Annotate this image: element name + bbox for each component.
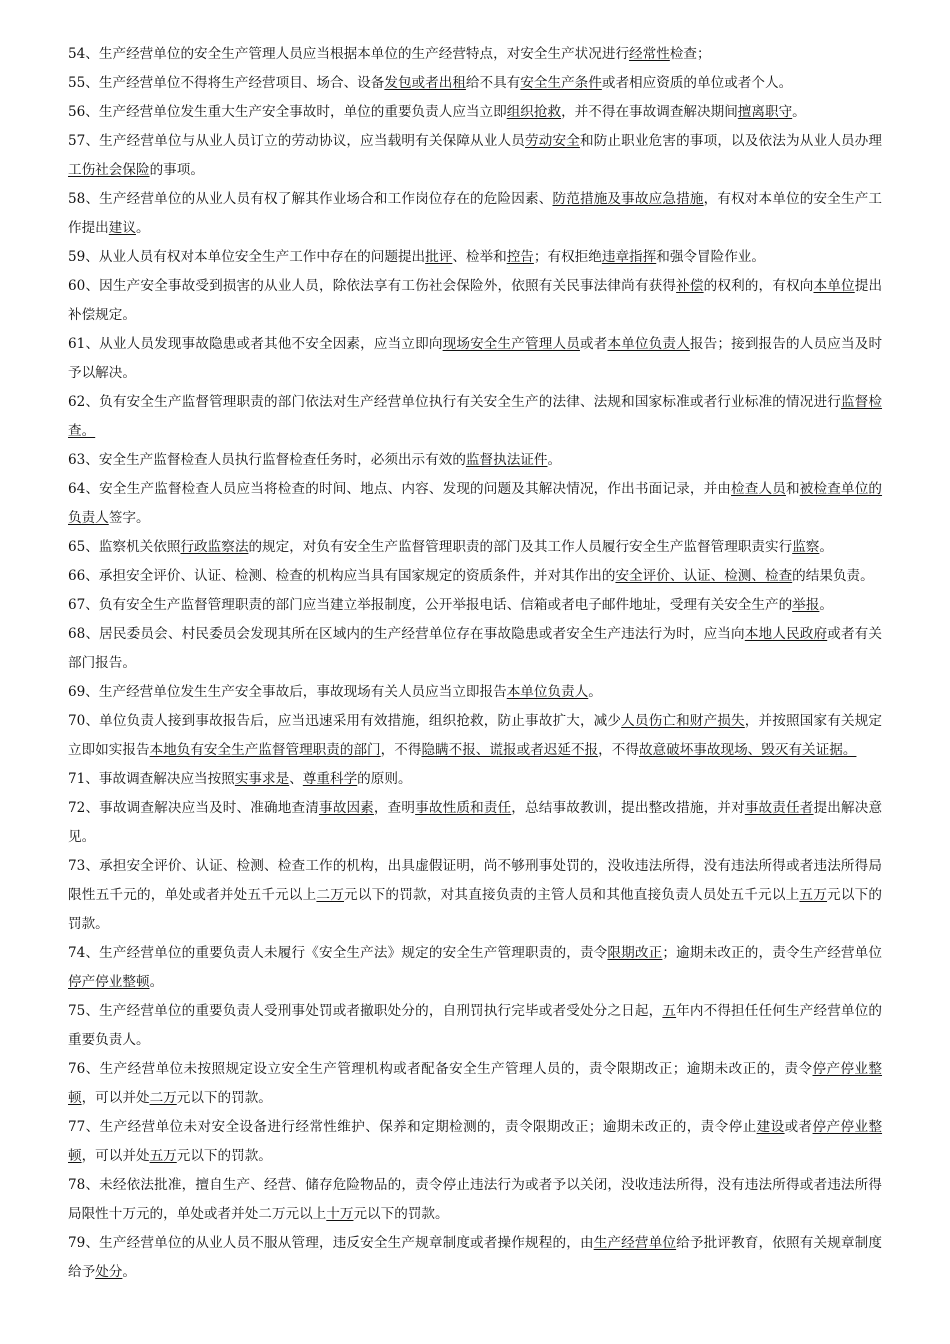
underlined-answer: 停产停业整顿 — [68, 974, 150, 990]
underlined-answer: 监督检查。 — [68, 394, 883, 439]
underlined-answer: 事故性质和责任 — [415, 800, 512, 816]
text-segment: ，查明 — [373, 800, 416, 816]
text-segment: ；有权拒绝 — [533, 249, 602, 265]
underlined-answer: 检查人员 — [731, 481, 786, 497]
underlined-answer: 生产经营单位 — [593, 1235, 677, 1251]
list-item — [68, 765, 882, 794]
text-segment: ，不得 — [598, 742, 639, 758]
underlined-answer: 本单位负责人 — [506, 684, 589, 700]
underlined-answer: 十万 — [326, 1206, 354, 1222]
text-segment: 元以下的罚款。 — [176, 1148, 272, 1164]
text-segment: 年内不得担任任何生产经营单位的重要负责人。 — [68, 1003, 883, 1048]
underlined-answer: 本地负有安全生产监督管理职责的部门 — [149, 742, 381, 758]
underlined-answer: 安全生产条件 — [520, 75, 602, 91]
text-segment: 68、居民委员会、村民委员会发现其所在区域内的生产经营单位存在事故隐患或者安全生产违法行为时，应当向 — [68, 626, 745, 642]
text-segment: 和防止职业危害的事项，以及依法为从业人员办理 — [579, 133, 883, 149]
text-segment: 55、生产经营单位不得将生产经营项目、场合、设备 — [68, 75, 385, 91]
underlined-answer: 二万 — [316, 887, 345, 903]
text-segment: 元以下的罚款。 — [68, 887, 883, 932]
text-segment: 54、生产经营单位的安全生产管理人员应当根据本单位的生产经营特点，对安全生产状况进行 — [68, 46, 630, 62]
list-item — [68, 1171, 882, 1229]
underlined-answer: 防范措施及事故应急措施 — [552, 191, 704, 207]
underlined-answer: 五 — [662, 1003, 677, 1019]
text-segment: 。 — [792, 104, 806, 120]
text-segment: 或者 — [784, 1119, 813, 1135]
underlined-answer: 五万 — [799, 887, 828, 903]
underlined-answer: 批评 — [425, 249, 453, 265]
text-segment: 。 — [135, 220, 150, 236]
text-segment: 60、因生产安全事故受到损害的从业人员，除依法享有工伤社会保险外，依照有关民事法律尚有获得 — [68, 278, 677, 294]
list-item — [68, 243, 882, 272]
text-segment: ，可以并处 — [81, 1090, 150, 1106]
text-segment: 、检举和 — [452, 249, 507, 265]
list-item — [68, 852, 882, 939]
text-segment: 。 — [149, 974, 164, 990]
text-segment: 。 — [122, 1264, 136, 1280]
underlined-answer: 建设 — [756, 1119, 785, 1135]
list-item — [68, 272, 882, 330]
text-segment: 66、承担安全评价、认证、检测、检查的机构应当具有国家规定的资质条件，并对其作出的 — [68, 568, 616, 584]
underlined-answer: 本地人民政府 — [744, 626, 828, 642]
text-segment: ，有权对本单位的安全生产工作提出 — [68, 191, 883, 236]
underlined-answer: 停产停业整顿 — [68, 1061, 883, 1106]
list-item — [68, 591, 882, 620]
list-item — [68, 997, 882, 1055]
text-segment: 元以下的罚款。 — [176, 1090, 272, 1106]
text-segment: 62、负有安全生产监督管理职责的部门依法对生产经营单位执行有关安全生产的法律、法规和国家标准或者行业标准的情况进行 — [68, 394, 841, 410]
text-segment: 的事项。 — [149, 162, 204, 178]
underlined-answer: 控告 — [506, 249, 534, 265]
list-item — [68, 620, 882, 678]
underlined-answer: 监察 — [792, 539, 820, 555]
text-segment: 检查； — [669, 46, 711, 62]
underlined-answer: 本单位 — [813, 278, 855, 294]
list-item — [68, 562, 882, 591]
text-segment: 69、生产经营单位发生生产安全事故后，事故现场有关人员应当立即报告 — [68, 684, 507, 700]
list-item — [68, 678, 882, 707]
underlined-answer: 举报 — [792, 597, 820, 613]
text-segment: ，总结事故教训，提出整改措施，并对 — [511, 800, 745, 816]
list-item — [68, 533, 882, 562]
text-segment: 77、生产经营单位未对安全设备进行经常性维护、保养和定期检测的，责令限期改正；逾期未改正的，责令停止 — [68, 1119, 757, 1135]
underlined-answer: 违章指挥 — [601, 249, 657, 265]
underlined-answer: 本单位负责人 — [607, 336, 690, 352]
text-segment: 。 — [819, 597, 833, 613]
list-item — [68, 1055, 882, 1113]
text-segment: 报告；接到报告的人员应当及时予以解决。 — [68, 336, 883, 381]
list-item — [68, 69, 882, 98]
text-segment: ，并不得在事故调查解决期间 — [561, 104, 738, 120]
underlined-answer: 停产停业整顿 — [68, 1119, 883, 1164]
text-segment: 72、事故调查解决应当及时、准确地查清 — [68, 800, 319, 816]
text-segment: 71、事故调查解决应当按照 — [68, 771, 235, 787]
underlined-answer: 行政监察法 — [180, 539, 249, 555]
text-segment: 、 — [289, 771, 303, 787]
list-item — [68, 939, 882, 997]
text-segment: 61、从业人员发现事故隐患或者其他不安全因素，应当立即向 — [68, 336, 443, 352]
list-item — [68, 388, 882, 446]
list-item — [68, 185, 882, 243]
text-segment: 79、生产经营单位的从业人员不服从管理，违反安全生产规章制度或者操作规程的，由 — [68, 1235, 594, 1251]
text-segment: 70、单位负责人接到事故报告后，应当迅速采用有效措施，组织抢救，防止事故扩大，减少 — [68, 713, 622, 729]
underlined-answer: 现场安全生产管理人员 — [442, 336, 580, 352]
text-segment: ；逾期未改正的，责令生产经营单位 — [662, 945, 883, 961]
underlined-answer: 人员伤亡和财产损失 — [621, 713, 745, 729]
list-item — [68, 40, 882, 69]
underlined-answer: 擅离职守 — [737, 104, 793, 120]
list-item — [68, 1229, 882, 1287]
text-segment: ，并按照国家有关规定立即如实报告 — [68, 713, 883, 758]
list-item — [68, 330, 882, 388]
list-item — [68, 127, 882, 185]
text-segment: 元以下的罚款，对其直接负责的主管人员和其他直接负责人员处五千元以上 — [344, 887, 800, 903]
text-segment: 提出补偿规定。 — [68, 278, 883, 323]
text-segment: 给予批评教育，依照有关规章制度给予 — [68, 1235, 883, 1280]
underlined-answer: 经常性 — [629, 46, 670, 62]
text-segment: 58、生产经营单位的从业人员有权了解其作业场合和工作岗位存在的危险因素、 — [68, 191, 553, 207]
text-segment: 67、负有安全生产监督管理职责的部门应当建立举报制度，公开举报电话、信箱或者电子邮件地址，受理有关安全生产的 — [68, 597, 793, 613]
item-list — [68, 40, 882, 1287]
text-segment: 元以下的罚款。 — [353, 1206, 449, 1222]
text-segment: 74、生产经营单位的重要负责人未履行《安全生产法》规定的安全生产管理职责的，责令 — [68, 945, 608, 961]
text-segment: 75、生产经营单位的重要负责人受刑事处罚或者撤职处分的，自刑罚执行完毕或者受处分之日起， — [68, 1003, 663, 1019]
text-segment: 给不具有 — [465, 75, 521, 91]
underlined-answer: 发包或者出租 — [384, 75, 466, 91]
text-segment: 或者有关部门报告。 — [68, 626, 883, 671]
text-segment: 56、生产经营单位发生重大生产安全事故时，单位的重要负责人应当立即 — [68, 104, 507, 120]
underlined-answer: 工伤社会保险 — [68, 162, 150, 178]
underlined-answer: 限期改正 — [607, 945, 663, 961]
list-item — [68, 707, 882, 765]
text-segment: 57、生产经营单位与从业人员订立的劳动协议，应当载明有关保障从业人员 — [68, 133, 525, 149]
underlined-answer: 监督执法证件 — [465, 452, 548, 468]
text-segment: 65、监察机关依照 — [68, 539, 181, 555]
underlined-answer: 建议 — [108, 220, 136, 236]
text-segment: 73、承担安全评价、认证、检测、检查工作的机构，出具虚假证明，尚不够刑事处罚的，没收违法所得，没有违法所得或者违法所得局限性五千元的，单处或者并处五千元以上 — [68, 858, 882, 903]
text-segment: 。 — [819, 539, 833, 555]
text-segment: 签字。 — [108, 510, 150, 526]
underlined-answer: 实事求是 — [234, 771, 290, 787]
text-segment: 。 — [547, 452, 562, 468]
list-item — [68, 794, 882, 852]
underlined-answer: 安全评价、认证、检测、检查 — [615, 568, 793, 584]
text-segment: 。 — [588, 684, 602, 700]
list-item — [68, 475, 882, 533]
underlined-answer: 二万 — [149, 1090, 177, 1106]
text-segment: ，不得 — [380, 742, 422, 758]
underlined-answer: 补偿 — [676, 278, 704, 294]
text-segment: 的原则。 — [357, 771, 412, 787]
text-segment: ，可以并处 — [81, 1148, 150, 1164]
underlined-answer: 事故责任者 — [744, 800, 814, 816]
underlined-answer: 五万 — [149, 1148, 177, 1164]
text-segment: 提出解决意见。 — [68, 800, 883, 845]
text-segment: 或者相应资质的单位或者个人。 — [601, 75, 793, 91]
text-segment: 78、未经依法批准，擅自生产、经营、储存危险物品的，责令停止违法行为或者予以关闭，没收违法所得，没有违法所得或者违法所得局限性十万元的，单处或者并处二万元以上 — [68, 1177, 882, 1222]
text-segment: 64、安全生产监督检查人员应当将检查的时间、地点、内容、发现的问题及其解决情况，作出书面记录，并由 — [68, 481, 732, 497]
text-segment: 和强令冒险作业。 — [656, 249, 765, 265]
text-segment: 76、生产经营单位未按照规定设立安全生产管理机构或者配备安全生产管理人员的，责令限期改正；逾期未改正的，责令 — [68, 1061, 813, 1077]
list-item — [68, 446, 882, 475]
list-item — [68, 1113, 882, 1171]
underlined-answer: 隐瞒不报、谎报或者迟延不报 — [421, 742, 599, 758]
text-segment: 59、从业人员有权对本单位安全生产工作中存在的问题提出 — [68, 249, 426, 265]
text-segment: 或者 — [579, 336, 608, 352]
text-segment: 的规定，对负有安全生产监督管理职责的部门及其工作人员履行安全生产监督管理职责实行 — [248, 539, 793, 555]
text-segment: 的权利的，有权向 — [703, 278, 814, 294]
text-segment: 的结果负责。 — [792, 568, 874, 584]
underlined-answer: 被检查单位的负责人 — [68, 481, 883, 526]
text-segment: 和 — [786, 481, 800, 497]
underlined-answer: 处分 — [95, 1264, 123, 1280]
underlined-answer: 组织抢救 — [506, 104, 562, 120]
text-segment: 63、安全生产监督检查人员执行监督检查任务时，必须出示有效的 — [68, 452, 466, 468]
underlined-answer: 事故因素 — [318, 800, 374, 816]
underlined-answer: 尊重科学 — [302, 771, 358, 787]
underlined-answer: 故意破坏事故现场、毁灭有关证据。 — [638, 742, 857, 758]
list-item — [68, 98, 882, 127]
underlined-answer: 劳动安全 — [525, 133, 580, 149]
